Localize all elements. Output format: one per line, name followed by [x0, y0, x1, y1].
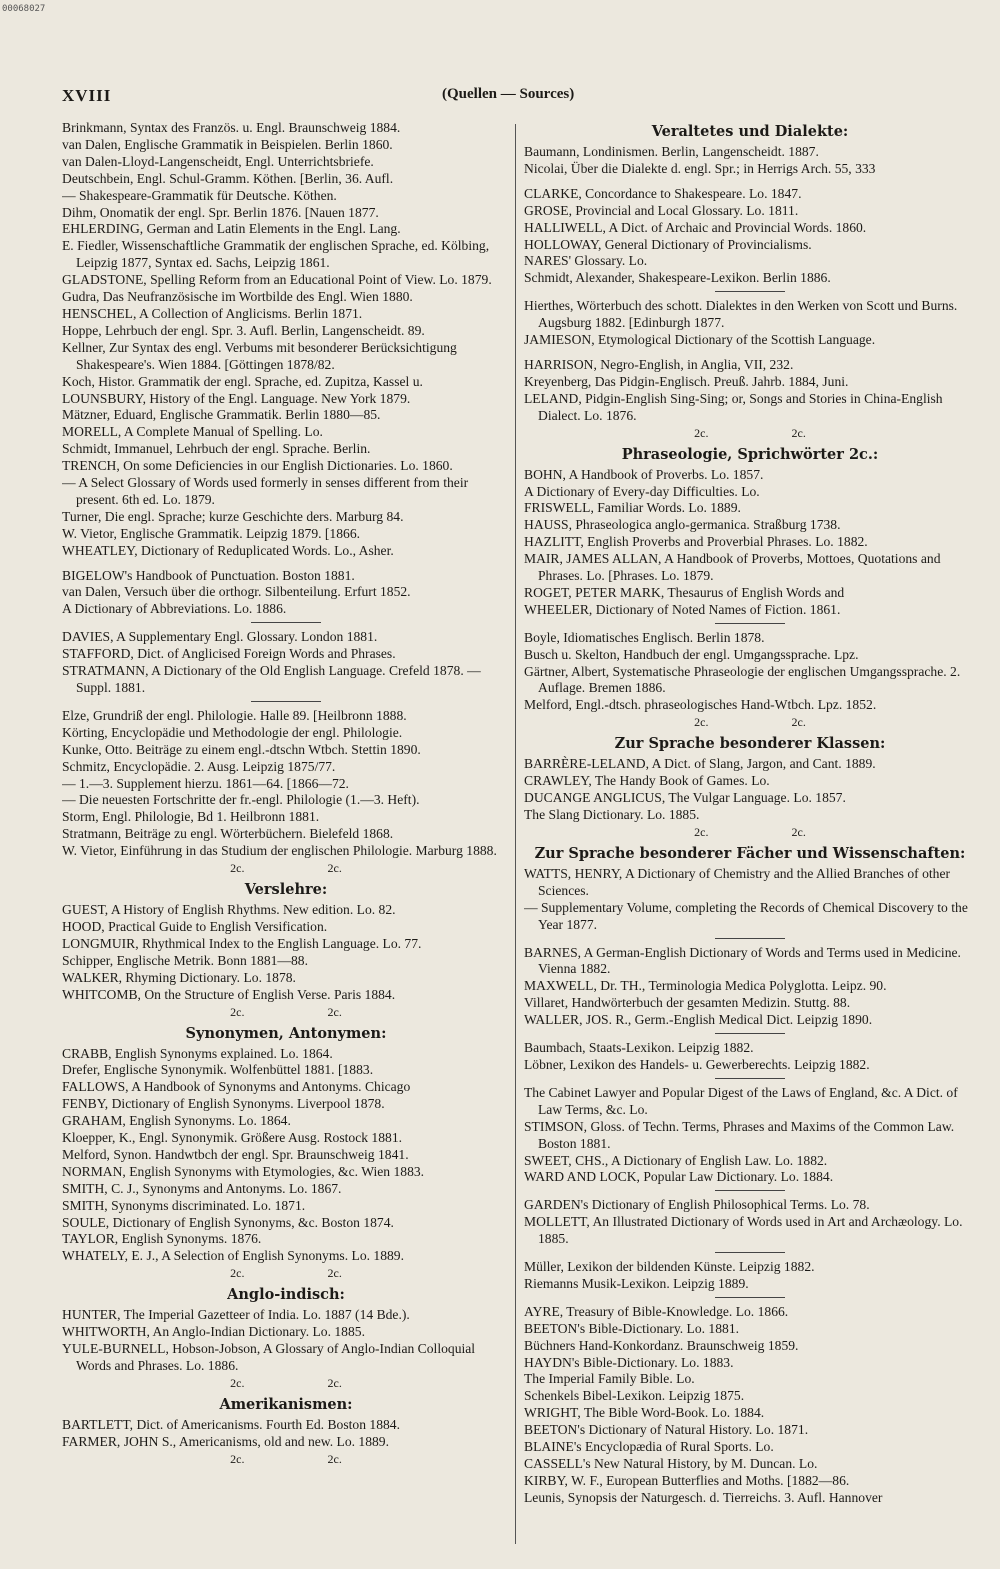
section-heading: Zur Sprache besonderer Klassen:: [614, 735, 886, 753]
bibliography-entry: FENBY, Dictionary of English Synonyms. Liverpool 1878.: [62, 1096, 385, 1112]
bibliography-entry: BLAINE's Encyclopædia of Rural Sports. Lo.: [524, 1439, 774, 1455]
bibliography-entry: Baumbach, Staats-Lexikon. Leipzig 1882.: [524, 1040, 754, 1056]
group-separator: [715, 1033, 785, 1034]
bibliography-entry: MOLLETT, An Illustrated Dictionary of Words used in Art and Archæology. Lo. 1885.: [524, 1214, 963, 1247]
bibliography-entry: van Dalen, Englische Grammatik in Beispielen. Berlin 1860.: [62, 136, 393, 152]
bibliography-entry: MORELL, A Complete Manual of Spelling. Lo.: [62, 424, 323, 440]
scan-id-label: 00068027: [2, 4, 46, 14]
etc-marker: 2c. 2c.: [694, 425, 806, 440]
bibliography-entry: E. Fiedler, Wissenschaftliche Grammatik der englischen Sprache, ed. Kölbing, Leipzig 1877, Syntax ed. Sachs, Leipzig 1861.: [62, 238, 490, 271]
bibliography-entry: CASSELL's New Natural History, by M. Duncan. Lo.: [524, 1456, 818, 1471]
bibliography-entry: Nicolai, Über die Dialekte d. engl. Spr.; in Herrigs Arch. 55, 333: [524, 160, 876, 176]
etc-marker: 2c. 2c.: [230, 1451, 342, 1466]
bibliography-entry: HUNTER, The Imperial Gazetteer of India. Lo. 1887 (14 Bde.).: [62, 1307, 410, 1323]
bibliography-entry: W. Vietor, Einführung in das Studium der englischen Philologie. Marburg 1888.: [62, 843, 497, 859]
bibliography-entry: LOUNSBURY, History of the Engl. Language. New York 1879.: [62, 390, 411, 406]
page-number: XVIII: [62, 86, 112, 105]
bibliography-entry: A Dictionary of Every-day Difficulties. Lo.: [524, 483, 760, 499]
bibliography-entry: CRABB, English Synonyms explained. Lo. 1864.: [62, 1045, 333, 1061]
group-separator: [715, 1190, 785, 1191]
bibliography-entry: W. Vietor, Englische Grammatik. Leipzig 1879. [1866.: [62, 525, 361, 541]
bibliography-entry: WHITWORTH, An Anglo-Indian Dictionary. Lo. 1885.: [62, 1324, 365, 1340]
bibliography-entry: STIMSON, Gloss. of Techn. Terms, Phrases and Maxims of the Common Law. Boston 1881.: [524, 1118, 955, 1151]
bibliography-entry: GUEST, A History of English Rhythms. New edition. Lo. 82.: [62, 902, 396, 918]
bibliography-entry: Schmidt, Alexander, Shakespeare-Lexikon. Berlin 1886.: [524, 270, 831, 286]
bibliography-entry: WHEELER, Dictionary of Noted Names of Fiction. 1861.: [524, 601, 841, 617]
bibliography-entry: Koch, Histor. Grammatik der engl. Sprache, ed. Zupitza, Kassel u.: [62, 373, 423, 389]
bibliography-entry: Schipper, Englische Metrik. Bonn 1881—88.: [62, 952, 309, 968]
bibliography-entry: WALKER, Rhyming Dictionary. Lo. 1878.: [62, 969, 296, 985]
bibliography-entry: HARRISON, Negro-English, in Anglia, VII, 232.: [524, 356, 794, 372]
section-heading: Phraseologie, Sprichwörter 2c.:: [621, 445, 879, 463]
bibliography-entry: Mätzner, Eduard, Englische Grammatik. Berlin 1880—85.: [62, 407, 381, 423]
bibliography-entry: FALLOWS, A Handbook of Synonyms and Antonyms. Chicago: [62, 1079, 411, 1095]
bibliography-entry: GRAHAM, English Synonyms. Lo. 1864.: [62, 1113, 291, 1129]
bibliography-entry: van Dalen-Lloyd-Langenscheidt, Engl. Unterrichtsbriefe.: [62, 153, 374, 169]
group-separator: [715, 938, 785, 939]
bibliography-entry: Leunis, Synopsis der Naturgesch. d. Tierreichs. 3. Aufl. Hannover: [524, 1489, 883, 1505]
bibliography-entry: NORMAN, English Synonyms with Etymologies, &c. Wien 1883.: [62, 1163, 425, 1179]
bibliography-entry: DUCANGE ANGLICUS, The Vulgar Language. Lo. 1857.: [524, 790, 846, 806]
bibliography-entry: BARTLETT, Dict. of Americanisms. Fourth Ed. Boston 1884.: [62, 1416, 400, 1432]
bibliography-entry: WATTS, HENRY, A Dictionary of Chemistry and the Allied Branches of other Sciences.: [524, 865, 951, 898]
bibliography-entry: WHEATLEY, Dictionary of Reduplicated Words. Lo., Asher.: [62, 542, 394, 558]
bibliography-entry: STRATMANN, A Dictionary of the Old English Language. Crefeld 1878. — Suppl. 1881.: [62, 663, 481, 695]
group-separator: [715, 623, 785, 624]
column-divider: [515, 124, 516, 1544]
bibliography-entry: Gärtner, Albert, Systematische Phraseologie der englischen Umgangssprache. 2. Auflage. Bremen 1886.: [524, 663, 961, 696]
bibliography-entry: HAUSS, Phraseologica anglo-germanica. Straßburg 1738.: [524, 517, 841, 533]
bibliography-entry: WALLER, JOS. R., Germ.-English Medical Dict. Leipzig 1890.: [524, 1012, 873, 1028]
bibliography-entry: Löbner, Lexikon des Handels- u. Gewerberechts. Leipzig 1882.: [524, 1056, 870, 1072]
bibliography-entry: DAVIES, A Supplementary Engl. Glossary. London 1881.: [62, 629, 378, 645]
bibliography-entry: CRAWLEY, The Handy Book of Games. Lo.: [524, 773, 770, 789]
section-heading: Veraltetes und Dialekte:: [651, 123, 849, 140]
bibliography-entry: SOULE, Dictionary of English Synonyms, &c. Boston 1874.: [62, 1214, 394, 1230]
bibliography-entry: BEETON's Dictionary of Natural History. Lo. 1871.: [524, 1422, 809, 1438]
bibliography-entry: WHATELY, E. J., A Selection of English Synonyms. Lo. 1889.: [62, 1248, 404, 1264]
bibliography-entry: Turner, Die engl. Sprache; kurze Geschichte ders. Marburg 84.: [62, 508, 404, 524]
etc-marker: 2c. 2c.: [230, 1375, 342, 1390]
bibliography-entry: van Dalen, Versuch über die orthogr. Silbenteilung. Erfurt 1852.: [62, 584, 411, 600]
group-separator: [715, 1297, 785, 1298]
etc-marker: 2c. 2c.: [230, 861, 342, 876]
group-separator: [715, 1078, 785, 1079]
bibliography-entry: LONGMUIR, Rhythmical Index to the English Language. Lo. 77.: [62, 935, 422, 951]
bibliography-entry: Gudra, Das Neufranzösische im Wortbilde des Engl. Wien 1880.: [62, 289, 413, 305]
group-separator: [251, 701, 321, 702]
bibliography-entry: Kellner, Zur Syntax des engl. Verbums mit besonderer Berücksichtigung Shakespeare's. Wien 1884. [Göttingen 1878/82.: [62, 339, 457, 372]
bibliography-entry: HENSCHEL, A Collection of Anglicisms. Berlin 1871.: [62, 305, 363, 321]
bibliography-entry: WRIGHT, The Bible Word-Book. Lo. 1884.: [524, 1405, 765, 1421]
bibliography-entry: — Shakespeare-Grammatik für Deutsche. Köthen.: [62, 187, 337, 203]
bibliography-entry: Boyle, Idiomatisches Englisch. Berlin 1878.: [524, 629, 765, 645]
group-separator: [715, 1252, 785, 1253]
bibliography-entry: Storm, Engl. Philologie, Bd 1. Heilbronn 1881.: [62, 809, 320, 825]
section-heading: Synonymen, Antonymen:: [185, 1024, 387, 1042]
bibliography-entry: Schmidt, Immanuel, Lehrbuch der engl. Sprache. Berlin.: [62, 441, 371, 457]
bibliography-entry: SMITH, C. J., Synonyms and Antonyms. Lo. 1867.: [62, 1180, 342, 1196]
bibliography-entry: BEETON's Bible-Dictionary. Lo. 1881.: [524, 1320, 740, 1336]
bibliography-entry: GROSE, Provincial and Local Glossary. Lo. 1811.: [524, 202, 799, 218]
group-gap: [524, 349, 976, 357]
bibliography-entry: SMITH, Synonyms discriminated. Lo. 1871.: [62, 1197, 306, 1213]
bibliography-entry: GARDEN's Dictionary of English Philosophical Terms. Lo. 78.: [524, 1197, 870, 1213]
bibliography-entry: SWEET, CHS., A Dictionary of English Law. Lo. 1882.: [524, 1152, 828, 1168]
bibliography-entry: Stratmann, Beiträge zu engl. Wörterbüchern. Bielefeld 1868.: [62, 826, 394, 842]
bibliography-entry: Kreyenberg, Das Pidgin-Englisch. Preuß. Jahrb. 1884, Juni.: [524, 373, 849, 389]
etc-marker: 2c. 2c.: [694, 715, 806, 730]
bibliography-entry: Deutschbein, Engl. Schul-Gramm. Köthen. [Berlin, 36. Aufl.: [62, 170, 394, 186]
bibliography-entry: HAYDN's Bible-Dictionary. Lo. 1883.: [524, 1354, 734, 1370]
bibliography-entry: Kloepper, K., Engl. Synonymik. Größere Ausg. Rostock 1881.: [62, 1130, 403, 1146]
bibliography-entry: EHLERDING, German and Latin Elements in the Engl. Lang.: [62, 221, 401, 237]
etc-marker: 2c. 2c.: [694, 824, 806, 839]
bibliography-entry: WARD AND LOCK, Popular Law Dictionary. Lo. 1884.: [524, 1169, 834, 1185]
bibliography-entry: YULE-BURNELL, Hobson-Jobson, A Glossary of Anglo-Indian Colloquial Words and Phrases. Lo. 1886.: [62, 1341, 476, 1373]
bibliography-entry: JAMIESON, Etymological Dictionary of the Scottish Language.: [524, 332, 876, 348]
bibliography-entry: TRENCH, On some Deficiencies in our English Dictionaries. Lo. 1860.: [62, 458, 453, 474]
bibliography-entry: HOLLOWAY, General Dictionary of Provincialisms.: [524, 236, 812, 252]
running-head: (Quellen — Sources): [442, 86, 575, 102]
bibliography-entry: Villaret, Handwörterbuch der gesamten Medizin. Stuttg. 88.: [524, 995, 851, 1011]
page-header: [62, 86, 962, 110]
group-gap: [524, 178, 976, 186]
bibliography-entry: CLARKE, Concordance to Shakespeare. Lo. 1847.: [524, 185, 802, 201]
bibliography-entry: WHITCOMB, On the Structure of English Verse. Paris 1884.: [62, 986, 396, 1002]
bibliography-entry: — A Select Glossary of Words used formerly in senses different from their present. 6th ed. Lo. 1879.: [62, 475, 469, 507]
section-heading: Amerikanismen:: [219, 1395, 353, 1413]
bibliography-entry: KIRBY, W. F., European Butterflies and Moths. [1882—86.: [524, 1472, 850, 1488]
bibliography-entry: Hierthes, Wörterbuch des schott. Dialektes in den Werken von Scott und Burns. Augsburg 1882. [Edinburgh 1877.: [524, 298, 958, 331]
bibliography-entry: NARES' Glossary. Lo.: [524, 253, 648, 269]
section-heading: Zur Sprache besonderer Fächer und Wissenschaften:: [534, 844, 966, 862]
bibliography-entry: MAXWELL, Dr. TH., Terminologia Medica Polyglotta. Leipz. 90.: [524, 978, 887, 994]
bibliography-entry: The Cabinet Lawyer and Popular Digest of the Laws of England, &c. A Dict. of Law Terms, &c. Lo.: [524, 1084, 958, 1117]
bibliography-entry: Hoppe, Lehrbuch der engl. Spr. 3. Aufl. Berlin, Langenscheidt. 89.: [62, 322, 425, 338]
bibliography-entry: — 1.—3. Supplement hierzu. 1861—64. [1866—72.: [62, 775, 349, 791]
bibliography-entry: A Dictionary of Abbreviations. Lo. 1886.: [62, 601, 287, 617]
bibliography-entry: — Die neuesten Fortschritte der fr.-engl. Philologie (1.—3. Heft).: [62, 792, 420, 808]
group-separator: [715, 291, 785, 292]
bibliography-entry: TAYLOR, English Synonyms. 1876.: [62, 1231, 262, 1247]
section-heading: Verslehre:: [244, 881, 328, 899]
bibliography-entry: Brinkmann, Syntax des Französ. u. Engl. Braunschweig 1884.: [62, 120, 401, 135]
bibliography-entry: Müller, Lexikon der bildenden Künste. Leipzig 1882.: [524, 1259, 815, 1275]
bibliography-entry: Körting, Encyclopädie und Methodologie der engl. Philologie.: [62, 724, 403, 740]
bibliography-entry: Dihm, Onomatik der engl. Spr. Berlin 1876. [Nauen 1877.: [62, 204, 379, 220]
bibliography-entry: Kunke, Otto. Beiträge zu einem engl.-dtschn Wtbch. Stettin 1890.: [62, 741, 421, 757]
bibliography-entry: Busch u. Skelton, Handbuch der engl. Umgangssprache. Lpz.: [524, 646, 859, 662]
group-separator: [251, 622, 321, 623]
bibliography-entry: Büchners Hand-Konkordanz. Braunschweig 1859.: [524, 1337, 799, 1353]
bibliography-entry: BIGELOW's Handbook of Punctuation. Boston 1881.: [62, 567, 355, 583]
bibliography-entry: BOHN, A Handbook of Proverbs. Lo. 1857.: [524, 466, 764, 482]
left-column: [62, 120, 510, 1559]
bibliography-entry: STAFFORD, Dict. of Anglicised Foreign Words and Phrases.: [62, 646, 396, 662]
right-column: [524, 120, 976, 1559]
section-heading: Anglo-indisch:: [227, 1286, 345, 1304]
bibliography-entry: Drefer, Englische Synonymik. Wolfenbüttel 1881. [1883.: [62, 1062, 374, 1078]
bibliography-entry: The Imperial Family Bible. Lo.: [524, 1371, 695, 1387]
bibliography-entry: Schmitz, Encyclopädie. 2. Ausg. Leipzig 1875/77.: [62, 758, 336, 774]
group-gap: [62, 560, 510, 568]
bibliography-entry: AYRE, Treasury of Bible-Knowledge. Lo. 1866.: [524, 1303, 789, 1319]
bibliography-entry: HAZLITT, English Proverbs and Proverbial Phrases. Lo. 1882.: [524, 534, 868, 550]
bibliography-entry: MAIR, JAMES ALLAN, A Handbook of Proverbs, Mottoes, Quotations and Phrases. Lo. [Phrases. Lo. 1879.: [524, 551, 941, 584]
bibliography-entry: BARRÈRE-LELAND, A Dict. of Slang, Jargon, and Cant. 1889.: [524, 756, 876, 772]
bibliography-entry: ROGET, PETER MARK, Thesaurus of English Words and: [524, 584, 845, 600]
bibliography-entry: Baumann, Londinismen. Berlin, Langenscheidt. 1887.: [524, 144, 819, 159]
bibliography-entry: LELAND, Pidgin-English Sing-Sing; or, Songs and Stories in China-English Dialect. Lo. 1876.: [524, 390, 943, 423]
bibliography-entry: BARNES, A German-English Dictionary of Words and Terms used in Medicine. Vienna 1882.: [524, 944, 961, 977]
bibliography-entry: HALLIWELL, A Dict. of Archaic and Provincial Words. 1860.: [524, 219, 867, 235]
bibliography-entry: Elze, Grundriß der engl. Philologie. Halle 89. [Heilbronn 1888.: [62, 707, 407, 723]
bibliography-entry: Melford, Engl.-dtsch. phraseologisches Hand-Wtbch. Lpz. 1852.: [524, 697, 877, 713]
bibliography-entry: Schenkels Bibel-Lexikon. Leipzig 1875.: [524, 1388, 745, 1404]
bibliography-entry: The Slang Dictionary. Lo. 1885.: [524, 807, 700, 822]
bibliography-entry: Melford, Synon. Handwtbch der engl. Spr. Braunschweig 1841.: [62, 1146, 409, 1162]
bibliography-entry: FRISWELL, Familiar Words. Lo. 1889.: [524, 500, 741, 516]
bibliography-entry: — Supplementary Volume, completing the Records of Chemical Discovery to the Year 1877.: [524, 899, 968, 932]
bibliography-entry: Riemanns Musik-Lexikon. Leipzig 1889.: [524, 1275, 749, 1291]
bibliography-entry: GLADSTONE, Spelling Reform from an Educational Point of View. Lo. 1879.: [62, 272, 492, 288]
bibliography-entry: HOOD, Practical Guide to English Versification.: [62, 918, 328, 934]
etc-marker: 2c. 2c.: [230, 1004, 342, 1019]
bibliography-entry: FARMER, JOHN S., Americanisms, old and new. Lo. 1889.: [62, 1433, 389, 1449]
etc-marker: 2c. 2c.: [230, 1266, 342, 1281]
